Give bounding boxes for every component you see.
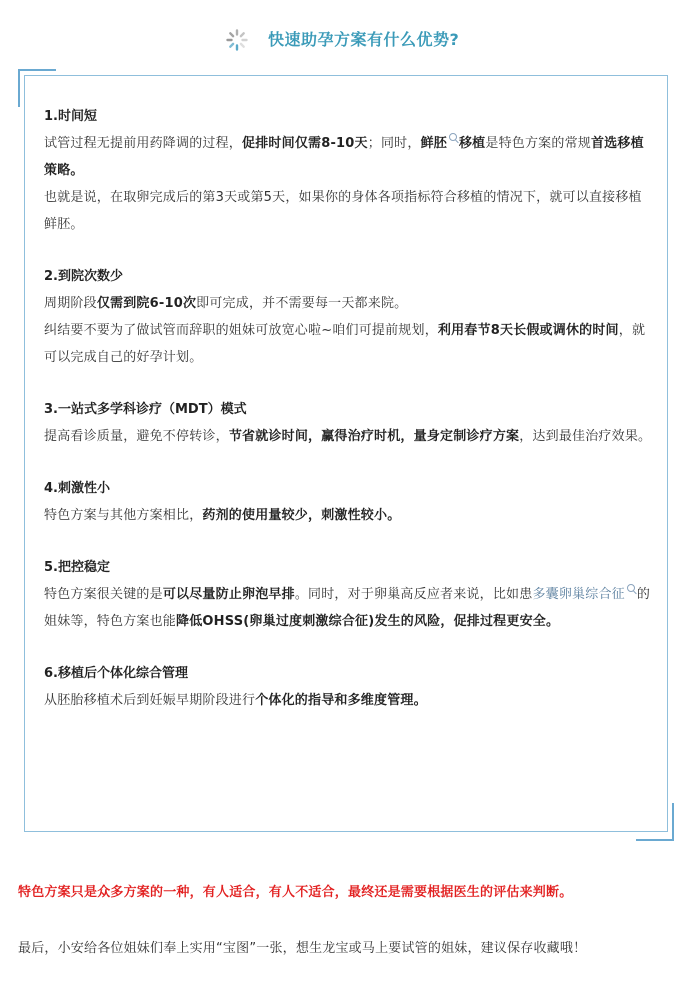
section-stable-control	[44, 554, 654, 635]
bold-text: 节省就诊时间，赢得治疗时机，量身定制诊疗方案	[228, 429, 520, 444]
bold-text: 仅需到院6-10次	[96, 296, 197, 311]
page-title: 快速助孕方案有什么优势?	[268, 30, 460, 49]
section-low-stimulation	[44, 475, 654, 529]
search-icon[interactable]	[627, 584, 635, 592]
article-header	[0, 22, 691, 58]
text: 。同时，对于卵巢高反应者来说，比如患	[294, 587, 533, 602]
search-icon[interactable]	[449, 133, 457, 141]
bold-text: 可以尽量防止卵泡早排	[162, 587, 295, 602]
keyword-link-fresh-embryo[interactable]: 鲜胚	[420, 136, 447, 151]
loading-spinner-icon	[225, 28, 249, 52]
section-title: 6.移植后个体化综合管理	[44, 666, 188, 681]
text: ，达到最佳治疗效果。	[519, 429, 652, 444]
text: 特色方案与其他方案相比，	[44, 508, 203, 523]
section-paragraph	[44, 290, 654, 317]
bold-text: 药剂的使用量较少，刺激性较小。	[202, 508, 401, 523]
text: 的姐妹等，特色方案也能	[44, 587, 651, 629]
warning-note: 特色方案只是众多方案的一种，有人适合，有人不适合，最终还是需要根据医生的评估来判断。	[18, 885, 573, 900]
text: 是特色方案的常规	[485, 136, 591, 151]
bold-text: 移植	[458, 136, 486, 151]
corner-decoration-bottom-right	[636, 803, 674, 841]
section-fewer-visits	[44, 263, 654, 371]
section-post-transfer-management	[44, 660, 654, 714]
text: 即可完成，并不需要每一天都来院。	[196, 296, 408, 311]
keyword-link-pcos[interactable]: 多囊卵巢综合征	[532, 587, 625, 602]
text: ，就可以完成自己的好孕计划。	[44, 323, 646, 365]
section-title: 1.时间短	[44, 109, 97, 124]
text: 特色方案很关键的是	[44, 587, 163, 602]
bold-text: 促排时间仅需8-10天	[242, 136, 368, 151]
section-title: 2.到院次数少	[44, 269, 123, 284]
section-title: 3.一站式多学科诊疗（MDT）模式	[44, 402, 247, 417]
bold-text: 降低OHSS(卵巢过度刺激综合征)发生的风险，促排过程更安全。	[176, 614, 560, 629]
section-time-short	[44, 103, 654, 238]
section-paragraph	[44, 502, 654, 529]
section-paragraph	[44, 423, 654, 450]
bold-text: 首选移植策略。	[44, 136, 644, 178]
section-paragraph	[44, 317, 654, 371]
section-title: 4.刺激性小	[44, 481, 110, 496]
section-paragraph: 也就是说，在取卵完成后的第3天或第5天，如果你的身体各项指标符合移植的情况下，就可以直接移植鲜胚。	[44, 190, 642, 232]
advantages-list	[44, 103, 654, 739]
section-paragraph	[44, 687, 654, 714]
text: 试管过程无提前用药降调的过程，	[44, 136, 243, 151]
section-mdt	[44, 396, 654, 450]
section-paragraph	[44, 130, 654, 184]
text: 纠结要不要为了做试管而辞职的姐妹可放宽心啦~咱们可提前规划，	[44, 323, 438, 338]
section-title: 5.把控稳定	[44, 560, 110, 575]
text: ；同时，	[367, 136, 421, 151]
closing-paragraph: 最后，小安给各位姐妹们奉上实用“宝图”一张，想生龙宝或马上要试管的姐妹，建议保存收藏哦！	[18, 941, 587, 956]
text: 周期阶段	[44, 296, 97, 311]
bold-text: 利用春节8天长假或调休的时间	[437, 323, 619, 338]
bold-text: 个体化的指导和多维度管理。	[255, 693, 427, 708]
text: 从胚胎移植术后到妊娠早期阶段进行	[44, 693, 256, 708]
text: 提高看诊质量，避免不停转诊，	[44, 429, 229, 444]
section-paragraph	[44, 581, 654, 635]
